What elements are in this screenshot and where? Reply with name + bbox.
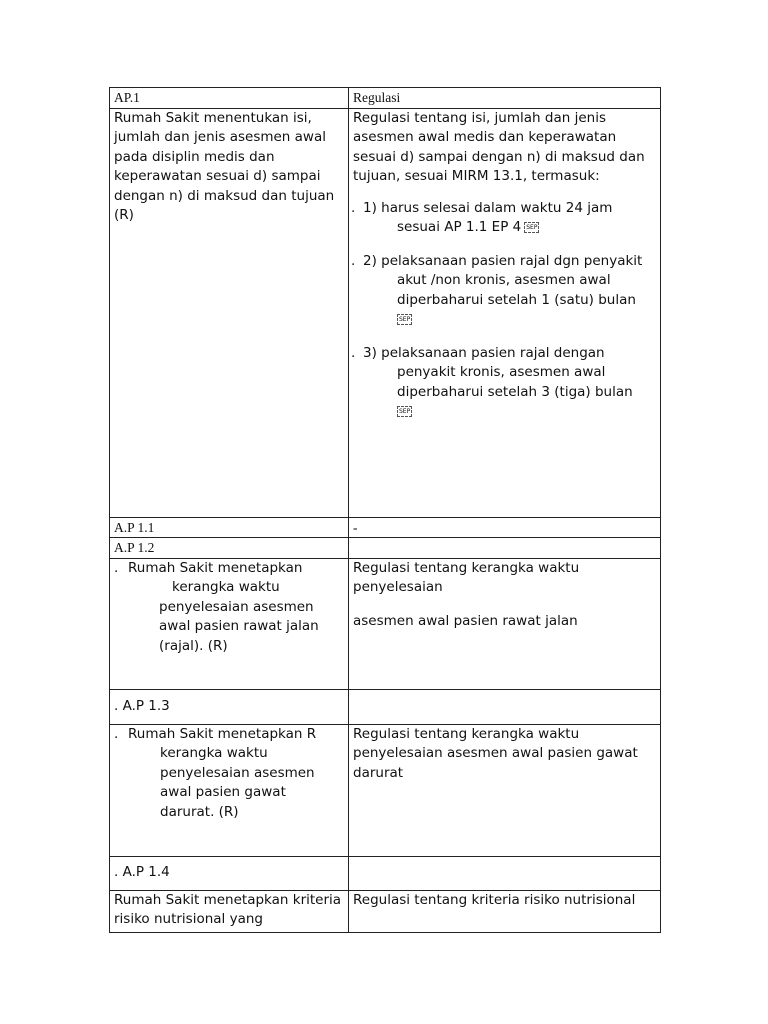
- list-item: . 1) harus selesai dalam waktu 24 jam sesuai AP 1.1 EP 4 SEP: [351, 199, 613, 235]
- list-item: . 2) pelaksanaan pasien rajal dgn penyakit akut /non kronis, asesmen awal diperbaharui setelah 1 (satu) bulan SEP: [351, 252, 643, 323]
- regulasi-header-cell: Regulasi: [349, 88, 661, 109]
- ap13-label-cell: . A.P 1.3: [110, 689, 349, 724]
- ap11-value-cell: -: [349, 517, 661, 538]
- sep-placeholder-icon: SEP: [526, 223, 538, 231]
- ap12-label-cell: A.P 1.2: [110, 538, 349, 559]
- ap12-regulation-cell: Regulasi tentang kerangka waktu penyelesaian asesmen awal pasien rawat jalan: [349, 558, 661, 689]
- ap1-regulation-intro: Regulasi tentang isi, jumlah dan jenis asesmen awal medis dan keperawatan sesuai d) sampai dengan n) di maksud dan tujuan, sesuai MIRM 13.1, termasuk:: [353, 109, 645, 184]
- document-table: [109, 87, 661, 933]
- table-row: [110, 890, 661, 932]
- ap12-empty-cell: [349, 538, 661, 559]
- list-item: . 3) pelaksanaan pasien rajal dengan penyakit kronis, asesmen awal diperbaharui setelah 3 (tiga) bulan SEP: [351, 344, 633, 415]
- ap1-standard-text: Rumah Sakit menentukan isi, jumlah dan jenis asesmen awal pada disiplin medis dan keperawatan sesuai d) sampai dengan n) di maksud dan tujuan (R): [114, 109, 335, 223]
- ap14-regulation-cell: Regulasi tentang kriteria risiko nutrisional: [349, 890, 661, 932]
- ap13-empty-cell: [349, 689, 661, 724]
- ap13-regulation-cell: Regulasi tentang kerangka waktu penyelesaian asesmen awal pasien gawat darurat: [349, 724, 661, 856]
- ap13-standard-cell: . Rumah Sakit menetapkan R kerangka waktu penyelesaian asesmen awal pasien gawat darurat. (R): [110, 724, 349, 856]
- ap14-empty-cell: [349, 856, 661, 890]
- ap1-regulation-cell: [349, 108, 661, 517]
- table-row: [110, 517, 661, 538]
- ap14-label-cell: . A.P 1.4: [110, 856, 349, 890]
- ap1-standard-cell: [110, 108, 349, 517]
- sep-placeholder-icon: SEP: [399, 407, 411, 415]
- sep-placeholder-icon: SEP: [399, 315, 411, 323]
- ap1-header-cell: AP.1: [110, 88, 349, 109]
- ap11-label-cell: A.P 1.1: [110, 517, 349, 538]
- table-row: [110, 856, 661, 890]
- table-row: [110, 538, 661, 559]
- table-row: [110, 558, 661, 689]
- table-row: [110, 108, 661, 517]
- ap12-standard-cell: . Rumah Sakit menetapkan kerangka waktu penyelesaian asesmen awal pasien rawat jalan (rajal). (R): [110, 558, 349, 689]
- ap14-standard-cell: Rumah Sakit menetapkan kriteria risiko nutrisional yang: [110, 890, 349, 932]
- table-row: [110, 724, 661, 856]
- table-row: [110, 689, 661, 724]
- table-row: [110, 88, 661, 109]
